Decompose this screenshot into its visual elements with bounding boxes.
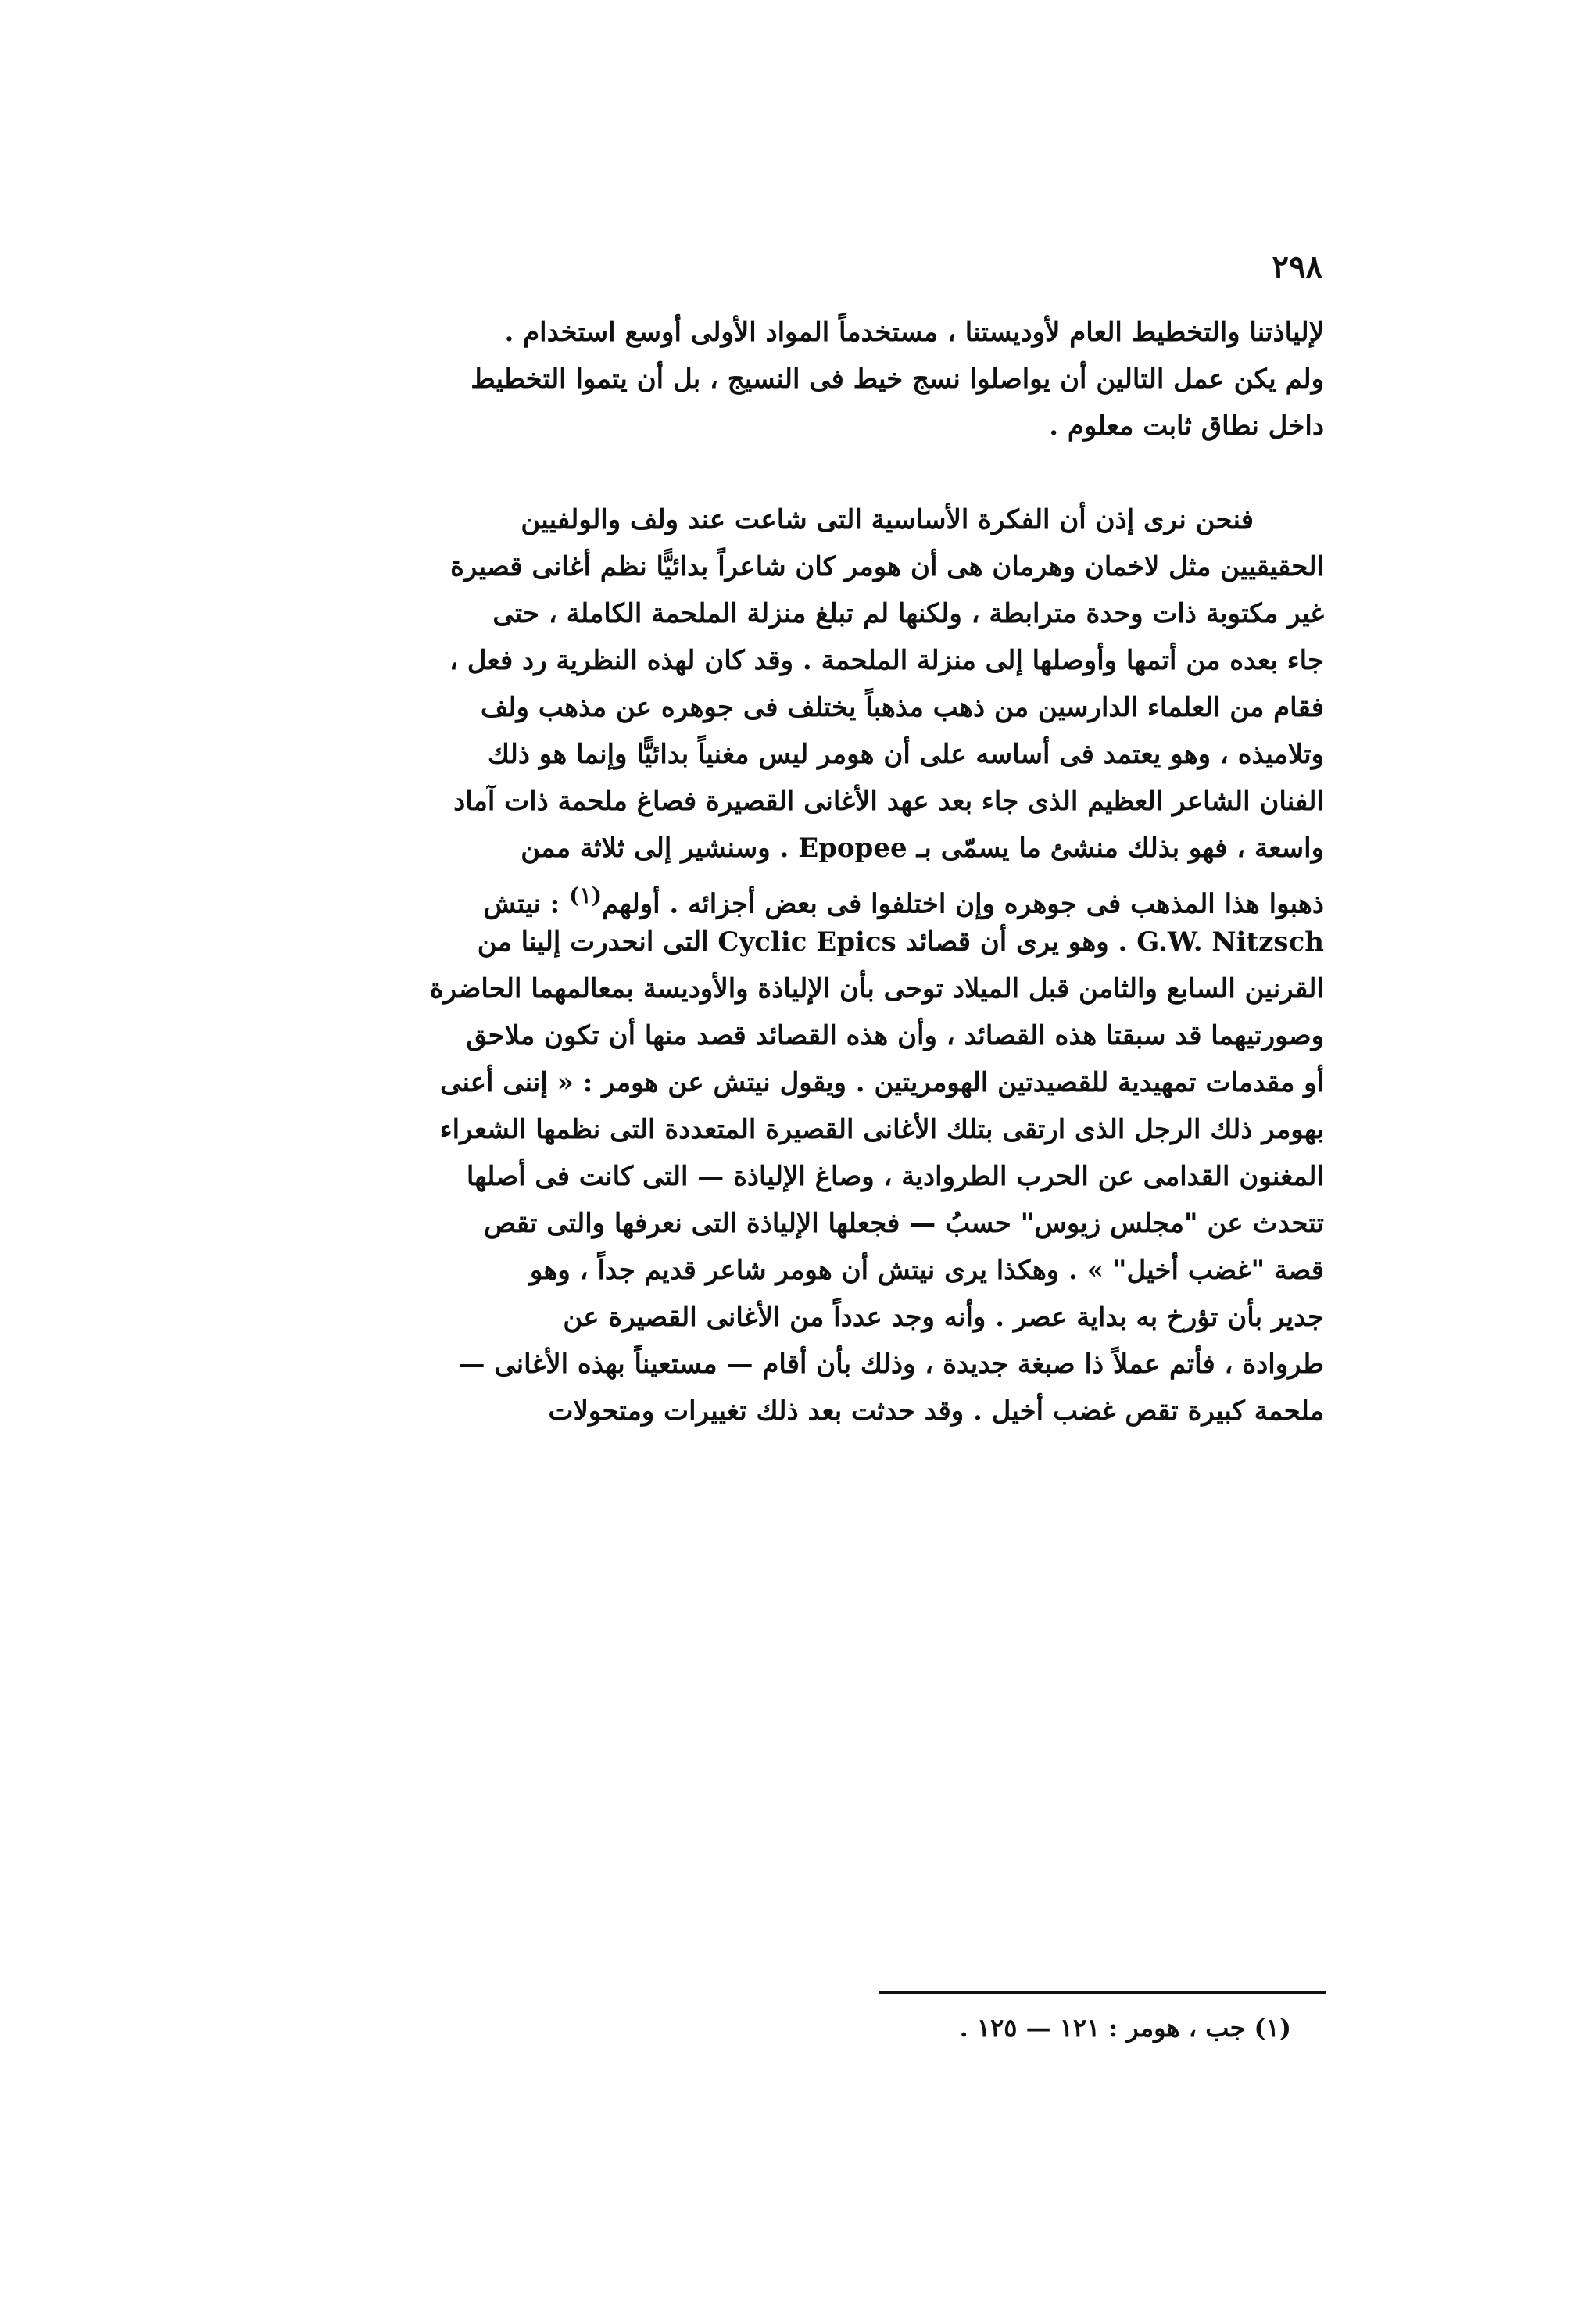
text-segment: . وسنشير إلى ثلاثة ممن bbox=[521, 833, 789, 864]
body-text bbox=[245, 309, 1324, 1434]
text-line: فقام من العلماء الدارسين من ذهب مذهباً يختلف فى جوهره عن مذهب ولف bbox=[480, 692, 1324, 723]
latin-term-cyclic-epics: Cyclic Epics bbox=[717, 926, 896, 958]
text-line: وصورتيهما قد سبقتا هذه القصائد ، وأن هذه القصائد قصد منها أن تكون ملاحق bbox=[466, 1020, 1324, 1051]
latin-name-nitzsch: G.W. Nitzsch bbox=[1136, 926, 1324, 958]
text-segment: : نيتش bbox=[483, 888, 560, 920]
text-line: المغنون القدامى عن الحرب الطروادية ، وصاغ الإلياذة — التى كانت فى أصلها bbox=[466, 1161, 1324, 1192]
text-line: وتلاميذه ، وهو يعتمد فى أساسه على أن هومر ليس مغنياً بدائيًّا وإنما هو ذلك bbox=[487, 739, 1324, 770]
footnote-reference: (١) bbox=[569, 882, 603, 908]
text-line: داخل نطاق ثابت معلوم . bbox=[1049, 410, 1324, 442]
text-segment: . وهو يرى أن قصائد bbox=[905, 926, 1128, 958]
page-number: ٢٩٨ bbox=[1272, 249, 1322, 285]
text-line-nitzsch bbox=[245, 919, 1324, 965]
text-line-epopee bbox=[245, 825, 1324, 872]
text-line: ولم يكن عمل التالين أن يواصلوا نسج خيط فى النسيج ، بل أن يتموا التخطيط bbox=[471, 364, 1324, 395]
text-segment: واسعة ، فهو بذلك منشئ ما يسمّى بـ bbox=[916, 833, 1324, 864]
text-line: لإلياذتنا والتخطيط العام لأوديستنا ، مستخدماً المواد الأولى أوسع استخدام . bbox=[504, 317, 1324, 348]
text-segment: ذهبوا هذا المذهب فى جوهره وإن اختلفوا فى بعض أجزائه . أولهم bbox=[602, 888, 1324, 920]
text-line: أو مقدمات تمهيدية للقصيدتين الهومريتين . ويقول نيتش عن هومر : « إننى أعنى bbox=[440, 1067, 1324, 1098]
text-line: طروادة ، فأتم عملاً ذا صبغة جديدة ، وذلك بأن أقام — مستعيناً بهذه الأغانى — bbox=[458, 1348, 1324, 1380]
text-line: تتحدث عن "مجلس زيوس" حسبُ — فجعلها الإلياذة التى نعرفها والتى تقص bbox=[484, 1208, 1324, 1239]
footnote: (١) جب ، هومر : ١٢١ — ١٢٥ . bbox=[959, 2013, 1291, 2043]
text-line-footnote-ref bbox=[245, 872, 1324, 919]
latin-term-epopee: Epopee bbox=[798, 833, 907, 864]
text-line: ملحمة كبيرة تقص غضب أخيل . وقد حدثت بعد ذلك تغييرات ومتحولات bbox=[548, 1395, 1324, 1427]
footnote-divider bbox=[879, 1991, 1326, 1994]
text-line: غير مكتوبة ذات وحدة مترابطة ، ولكنها لم تبلغ منزلة الملحمة الكاملة ، حتى bbox=[492, 598, 1324, 629]
text-segment: التى انحدرت إلينا من bbox=[477, 926, 709, 958]
text-line: القرنين السابع والثامن قبل الميلاد توحى بأن الإلياذة والأوديسة بمعالمهما الحاضرة bbox=[429, 973, 1324, 1005]
text-line: فنحن نرى إذن أن الفكرة الأساسية التى شاعت عند ولف والولفيين bbox=[521, 504, 1254, 535]
text-line: الفنان الشاعر العظيم الذى جاء بعد عهد الأغانى القصيرة فصاغ ملحمة ذات آماد bbox=[453, 786, 1324, 817]
text-line: قصة "غضب أخيل" » . وهكذا يرى نيتش أن هومر شاعر قديم جداً ، وهو bbox=[529, 1255, 1324, 1286]
paragraph-gap bbox=[245, 449, 1324, 496]
text-line: الحقيقيين مثل لاخمان وهرمان هى أن هومر كان شاعراً بدائيًّا نظم أغانى قصيرة bbox=[450, 551, 1324, 582]
text-line: بهومر ذلك الرجل الذى ارتقى بتلك الأغانى القصيرة المتعددة التى نظمها الشعراء bbox=[439, 1114, 1324, 1145]
text-line: جاء بعده من أتمها وأوصلها إلى منزلة الملحمة . وقد كان لهذه النظرية رد فعل ، bbox=[449, 645, 1324, 676]
text-line: جدير بأن تؤرخ به بداية عصر . وأنه وجد عدداً من الأغانى القصيرة عن bbox=[563, 1302, 1324, 1333]
